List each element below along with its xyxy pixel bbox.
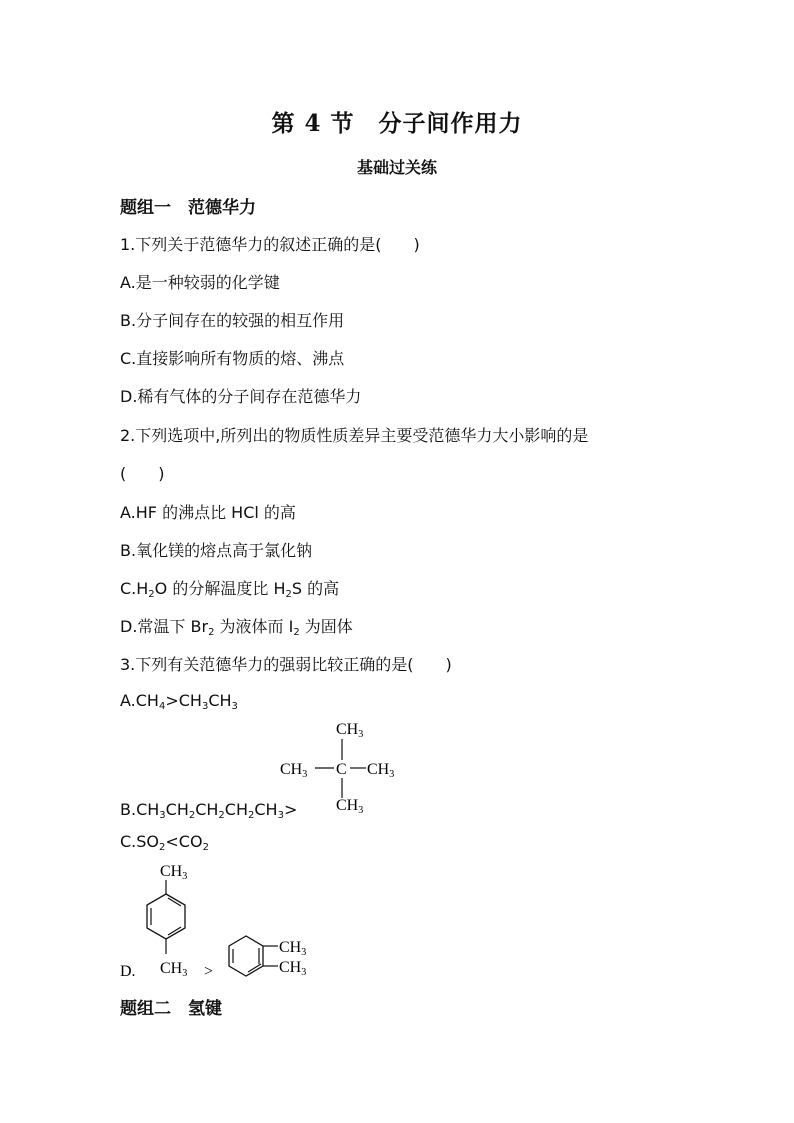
question-3-option-c: $C.SO_2<CO_2$ — [120, 832, 209, 853]
section-heading-van-der-waals: 题组一 范德华力 — [120, 198, 256, 218]
option-d-greater-than: > — [204, 963, 214, 980]
question-1-stem: 1.下列关于范德华力的叙述正确的是( ) — [120, 235, 420, 254]
question-2-option-a: A.HF 的沸点比 HCl 的高 — [120, 503, 296, 522]
neopentane-bottom-methyl: CH3 — [336, 797, 364, 816]
o-xylene-methyl-1: CH3 — [279, 939, 307, 958]
o-xylene-benzene-ring — [229, 936, 263, 976]
question-3-option-a: $A.CH_4>CH_3CH_3$ — [120, 691, 238, 712]
neopentane-left-methyl: CH3 — [280, 761, 308, 780]
question-2-option-d: D.常温下 $Br_2$ 为液体而 $I_2$ 为固体 — [120, 617, 353, 638]
option-d-label: D. — [120, 963, 136, 980]
question-1-option-a: A.是一种较弱的化学键 — [120, 273, 280, 292]
question-2-option-c: $C.H_2O$ 的分解温度比 $H_2S$ 的高 — [120, 579, 340, 600]
page-title: 第 4 节 分子间作用力 — [271, 110, 523, 137]
question-1-option-b: B.分子间存在的较强的相互作用 — [120, 311, 345, 330]
o-xylene-methyl-2: CH3 — [279, 959, 307, 978]
neopentane-top-methyl: CH3 — [336, 721, 364, 740]
question-2-stem: 2.下列选项中,所列出的物质性质差异主要受范德华力大小影响的是 — [120, 426, 589, 445]
p-xylene-top-methyl: CH3 — [160, 863, 188, 882]
neopentane-central-carbon: C — [336, 761, 347, 778]
question-2-option-b: B.氧化镁的熔点高于氯化钠 — [120, 541, 313, 560]
question-2-answer-paren: ( ) — [120, 464, 165, 483]
question-1-option-d: D.稀有气体的分子间存在范德华力 — [120, 387, 362, 406]
question-1-option-c: C.直接影响所有物质的熔、沸点 — [120, 349, 345, 368]
section-heading-hydrogen-bond: 题组二 氢键 — [120, 999, 222, 1019]
neopentane-right-methyl: CH3 — [367, 761, 395, 780]
question-3-option-d-structures — [118, 858, 328, 984]
page-subtitle: 基础过关练 — [356, 158, 437, 177]
p-xylene-benzene-ring — [147, 894, 185, 939]
question-3-stem: 3.下列有关范德华力的强弱比较正确的是( ) — [120, 655, 452, 674]
question-3-option-b: $B.CH_3CH_2CH_2CH_2CH_3>$ — [120, 800, 298, 821]
p-xylene-bottom-methyl: CH3 — [160, 960, 188, 979]
